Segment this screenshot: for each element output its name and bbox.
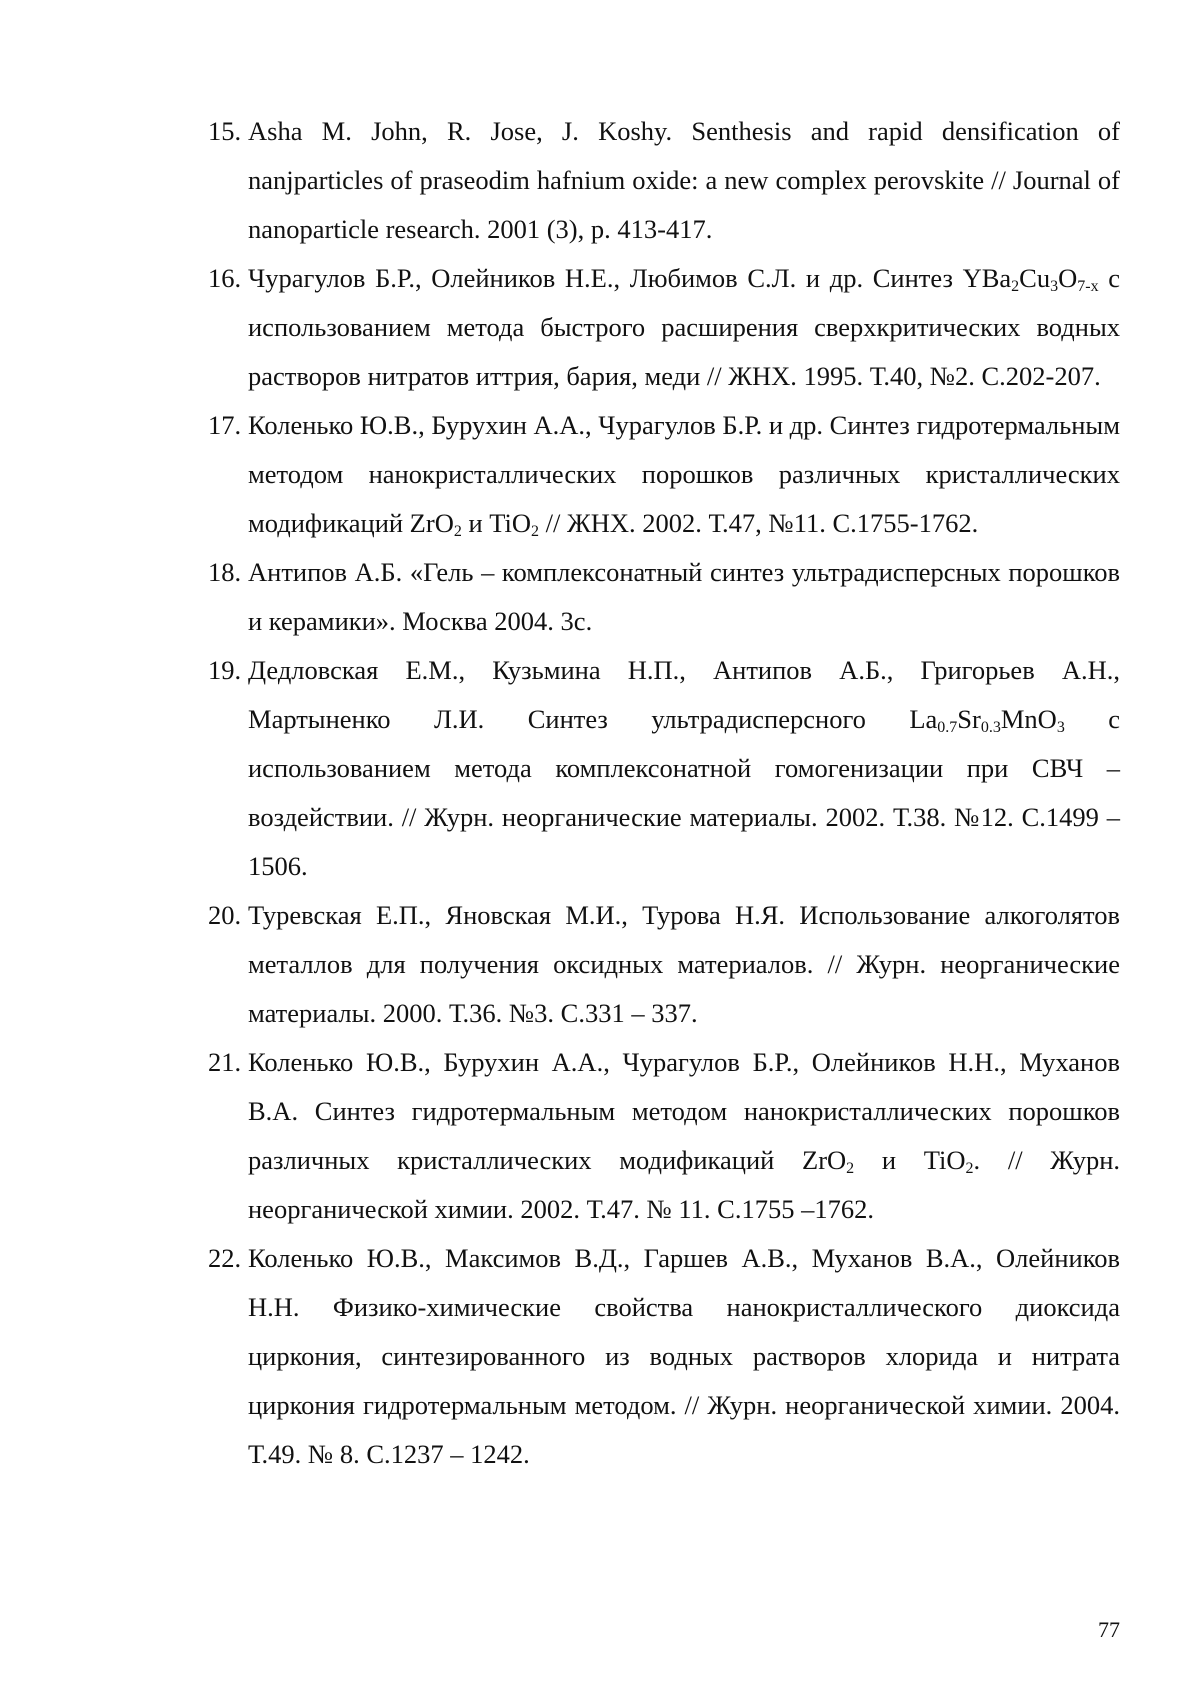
text-run: и TiO <box>854 1145 966 1175</box>
reference-item <box>208 1038 1120 1234</box>
text-run: Дедловская Е.М., Кузьмина Н.П., Антипов А.Б., Григорьев А.Н., Мартыненко Л.И. Синтез ультрадисперсного La <box>248 655 1120 734</box>
text-run: Коленько Ю.В., Максимов В.Д., Гаршев А.В., Муханов В.А., Олейников Н.Н. Физико-химические свойства нанокристаллического диоксида циркония, синтезированного из водных растворов хлорида и нитрата циркония гидротермальным методом. // Журн. неорганической химии. 2004. Т.49. № 8. С.1237 – 1242. <box>248 1243 1120 1469</box>
text-run: Антипов А.Б. «Гель – комплексонатный синтез ультрадисперсных порошков и керамики». Москва 2004. 3с. <box>248 557 1120 636</box>
reference-number: 18. <box>208 557 242 587</box>
reference-text <box>248 410 1120 538</box>
reference-number: 22. <box>208 1243 242 1273</box>
subscript: 2 <box>531 523 540 540</box>
subscript: 3 <box>1050 278 1059 295</box>
text-run: Cu <box>1019 263 1051 293</box>
reference-item <box>208 548 1120 646</box>
subscript: 2 <box>453 523 462 540</box>
reference-text <box>248 263 1120 391</box>
reference-item <box>208 401 1120 548</box>
reference-text <box>248 900 1120 1028</box>
reference-number: 15. <box>208 116 242 146</box>
text-run: с использованием метода комплексонатной гомогенизации при СВЧ – воздействии. // Журн. неорганические материалы. 2002. Т.38. №12. С.1499 – 1506. <box>248 704 1120 881</box>
reference-text <box>248 1243 1120 1469</box>
text-run: Sr <box>957 704 981 734</box>
reference-item <box>208 646 1120 891</box>
subscript: 2 <box>965 1160 974 1177</box>
reference-item <box>208 891 1120 1038</box>
reference-text <box>248 1047 1120 1224</box>
reference-list <box>208 107 1120 1479</box>
reference-text <box>248 116 1120 244</box>
text-run: Туревская Е.П., Яновская М.И., Турова Н.Я. Использование алкоголятов металлов для получения оксидных материалов. // Журн. неорганические материалы. 2000. Т.36. №3. С.331 – 337. <box>248 900 1120 1028</box>
reference-item <box>208 1234 1120 1479</box>
subscript: 7-x <box>1077 278 1099 295</box>
subscript: 2 <box>1011 278 1020 295</box>
reference-text <box>248 557 1120 636</box>
reference-text <box>248 655 1120 881</box>
text-run: Коленько Ю.В., Бурухин А.А., Чурагулов Б.Р., Олейников Н.Н., Муханов В.А. Синтез гидротермальным методом нанокристаллических порошков различных кристаллических модификаций ZrO <box>248 1047 1120 1175</box>
text-run: Чурагулов Б.Р., Олейников Н.Е., Любимов С.Л. и др. Синтез YBa <box>248 263 1012 293</box>
page-number: 77 <box>1098 1617 1120 1642</box>
text-run: Asha M. John, R. Jose, J. Koshy. Senthesis and rapid densification of nanjparticles of praseodim hafnium oxide: a new complex perovskite // Journal of nanoparticle research. 2001 (3), p. 413-417. <box>248 116 1120 244</box>
reference-item <box>208 107 1120 254</box>
text-run: и TiO <box>461 508 532 538</box>
reference-number: 17. <box>208 410 242 440</box>
subscript: 2 <box>846 1160 855 1177</box>
reference-number: 19. <box>208 655 242 685</box>
text-run: MnO <box>1000 704 1057 734</box>
subscript: 0.7 <box>937 719 958 736</box>
text-run: . // Журн. неорганической химии. 2002. Т.47. № 11. С.1755 –1762. <box>248 1145 1121 1224</box>
reference-number: 16. <box>208 263 242 293</box>
text-run: с использованием метода быстрого расширения сверхкритических водных растворов нитратов иттрия, бария, меди // ЖНХ. 1995. Т.40, №2. С.202-207. <box>248 263 1120 391</box>
reference-number: 21. <box>208 1047 242 1077</box>
subscript: 0.3 <box>980 719 1001 736</box>
reference-number: 20. <box>208 900 242 930</box>
text-run: // ЖНХ. 2002. Т.47, №11. С.1755-1762. <box>539 508 979 538</box>
text-run: Коленько Ю.В., Бурухин А.А., Чурагулов Б.Р. и др. Синтез гидротермальным методом нанокристаллических порошков различных кристаллических модификаций ZrO <box>248 410 1120 538</box>
text-run: O <box>1058 263 1078 293</box>
subscript: 3 <box>1056 719 1065 736</box>
reference-item <box>208 254 1120 401</box>
